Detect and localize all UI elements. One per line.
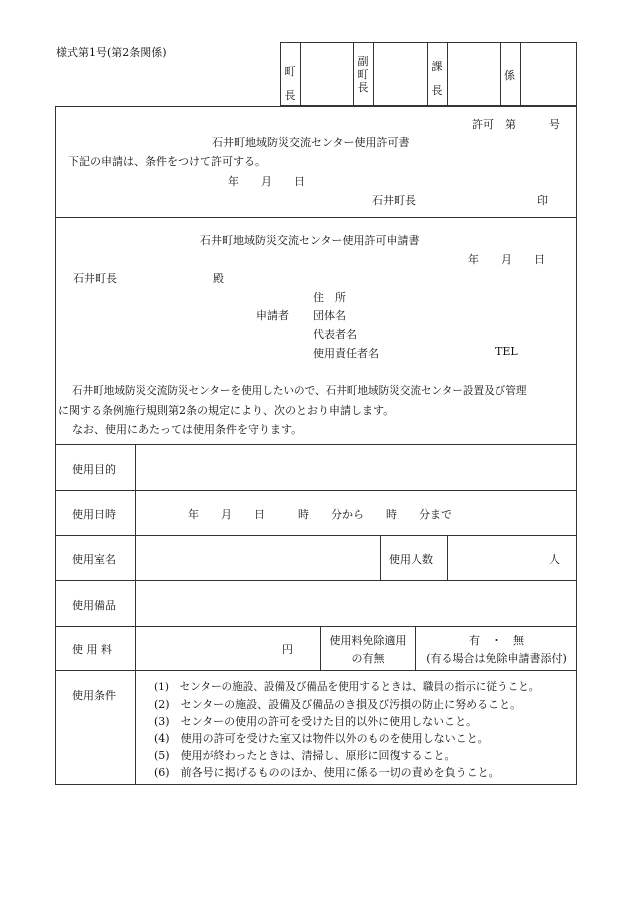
permit-seal: 印 — [537, 194, 548, 207]
field-representative: 代表者名 — [313, 328, 357, 341]
condition-item: (6) 前各号に掲げるもののほか、使用に係る一切の責めを負うこと。 — [154, 766, 500, 779]
fee-unit: 円 — [282, 643, 293, 656]
datetime-value: 年 月 日 時 分から 時 分まで — [188, 508, 452, 521]
fee-label: 使 用 料 — [72, 643, 112, 656]
application-body-2: に関する条例施行規則第2条の規定により、次のとおり申請します。 — [58, 404, 395, 417]
application-body-3: なお、使用にあたっては使用条件を守ります。 — [72, 423, 303, 436]
equipment-label: 使用備品 — [72, 599, 116, 612]
people-unit: 人 — [549, 553, 560, 566]
application-date: 年 月 日 — [468, 253, 545, 266]
exemption-label-2: の有無 — [351, 652, 385, 665]
people-label: 使用人数 — [389, 553, 433, 566]
field-tel: TEL — [495, 345, 518, 358]
exemption-label-1: 使用料免除適用 — [329, 634, 407, 647]
application-dono: 殿 — [213, 272, 224, 285]
field-responsible: 使用責任者名 — [313, 347, 379, 360]
section-divider — [55, 217, 577, 218]
condition-item: (4) 使用の許可を受けた室又は物件以外のものを使用しないこと。 — [154, 732, 489, 745]
applicant-label: 申請者 — [256, 309, 289, 322]
permit-number: 許可 第 号 — [472, 118, 560, 131]
form-label: 様式第1号(第2条関係) — [56, 46, 167, 59]
permit-mayor: 石井町長 — [372, 194, 416, 207]
field-address: 住 所 — [313, 291, 346, 304]
permit-title: 石井町地域防災交流センター使用許可書 — [212, 136, 410, 149]
approval-kakari: 係 — [504, 69, 515, 82]
purpose-label: 使用目的 — [72, 463, 116, 476]
room-label: 使用室名 — [72, 553, 116, 566]
condition-item: (2) センターの施設、設備及び備品のき損及び汚損の防止に努めること。 — [154, 698, 522, 711]
exemption-note: (有る場合は免除申請書添付) — [426, 652, 567, 665]
condition-item: (5) 使用が終わったときは、清掃し、原形に回復すること。 — [154, 749, 456, 762]
field-group: 団体名 — [313, 309, 346, 322]
condition-item: (3) センターの使用の許可を受けた目的以外に使用しないこと。 — [154, 715, 478, 728]
condition-item: (1) センターの施設、設備及び備品を使用するときは、職員の指示に従うこと。 — [154, 681, 540, 693]
approval-cho: 町長 — [284, 65, 296, 102]
application-title: 石井町地域防災交流センター使用許可申請書 — [200, 234, 420, 247]
exemption-choice: 有 ・ 無 — [469, 634, 524, 647]
approval-table — [280, 42, 577, 106]
conditions-label: 使用条件 — [72, 689, 116, 702]
permit-date: 年 月 日 — [228, 175, 305, 188]
application-body-1: 石井町地域防災交流防災センターを使用したいので、石井町地域防災交流センター設置及び管理 — [72, 385, 527, 397]
application-addressee: 石井町長 — [73, 272, 117, 285]
permit-statement: 下記の申請は、条件をつけて許可する。 — [68, 155, 266, 168]
approval-kacho: 課長 — [431, 60, 443, 97]
approval-fukucho: 副町長 — [357, 55, 369, 94]
datetime-label: 使用日時 — [72, 508, 116, 521]
